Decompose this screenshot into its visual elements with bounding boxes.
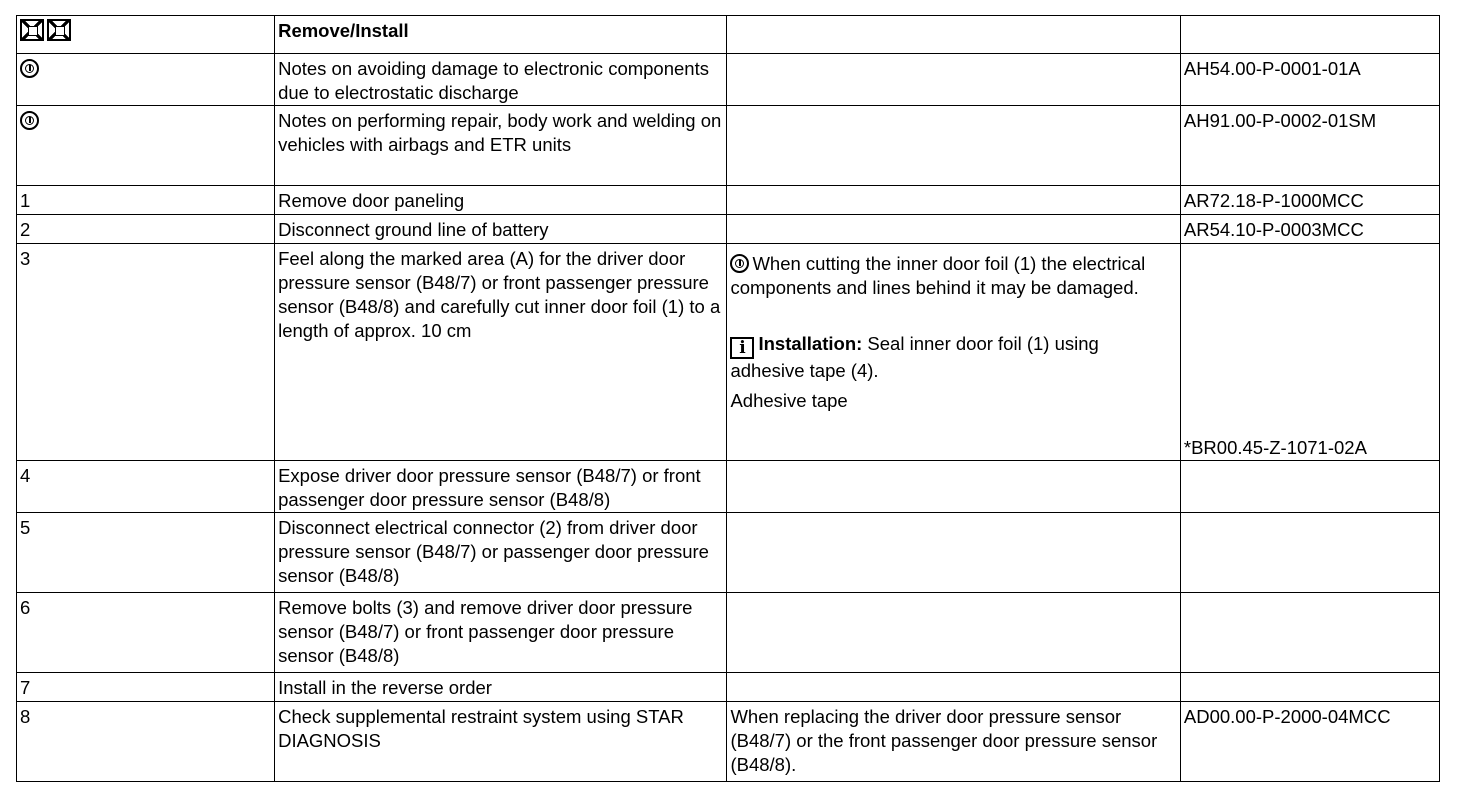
step-row — [17, 593, 1440, 673]
material-name: Adhesive tape — [730, 390, 848, 411]
empty-cell — [727, 186, 1180, 215]
note-text: Notes on performing repair, body work and welding on vehicles with airbags and ETR units — [275, 106, 727, 186]
step-row — [17, 702, 1440, 782]
note-icon-cell — [17, 54, 275, 106]
header-icons-cell — [17, 16, 275, 54]
step-number: 8 — [17, 702, 275, 782]
empty-cell — [1180, 513, 1439, 593]
procedure-table — [16, 15, 1440, 782]
step-number: 6 — [17, 593, 275, 673]
note-icon-cell — [17, 106, 275, 186]
installation-label: Installation: — [758, 333, 863, 354]
step-text: Install in the reverse order — [275, 673, 727, 702]
warning-icon — [730, 254, 749, 273]
material-reference: *BR00.45-Z-1071-02A — [1183, 437, 1367, 458]
note-reference: AH54.00-P-0001-01A — [1180, 54, 1439, 106]
step-number: 7 — [17, 673, 275, 702]
note-text: Notes on avoiding damage to electronic components due to electrostatic discharge — [275, 54, 727, 106]
step-number: 1 — [17, 186, 275, 215]
empty-cell — [1180, 16, 1439, 54]
step-row — [17, 513, 1440, 593]
spacer — [730, 324, 1176, 332]
step-number: 5 — [17, 513, 275, 593]
step-row — [17, 215, 1440, 244]
step-reference: AR54.10-P-0003MCC — [1180, 215, 1439, 244]
step-row — [17, 673, 1440, 702]
step-reference: AD00.00-P-2000-04MCC — [1180, 702, 1439, 782]
step-row — [17, 244, 1440, 461]
note-row — [17, 54, 1440, 106]
step-number: 4 — [17, 461, 275, 513]
step-text: Feel along the marked area (A) for the driver door pressure sensor (B48/7) or front passenger pressure sensor (B48/8) and carefully cut inner door foil (1) to a length of approx. 10 cm — [275, 244, 727, 461]
step-text: Expose driver door pressure sensor (B48/7) or front passenger door pressure sensor (B48/8) — [275, 461, 727, 513]
empty-cell — [727, 215, 1180, 244]
warning-note — [730, 252, 1176, 300]
empty-cell — [1180, 673, 1439, 702]
tool-icon — [47, 19, 71, 41]
empty-cell — [727, 513, 1180, 593]
empty-cell — [1180, 461, 1439, 513]
empty-cell — [727, 54, 1180, 106]
warning-icon — [20, 111, 39, 130]
step-text: Disconnect ground line of battery — [275, 215, 727, 244]
empty-cell — [727, 673, 1180, 702]
warning-text: When cutting the inner door foil (1) the electrical components and lines behind it may be damaged. — [730, 253, 1146, 298]
step-text: Remove bolts (3) and remove driver door pressure sensor (B48/7) or front passenger door pressure sensor (B48/8) — [275, 593, 727, 673]
empty-cell — [727, 16, 1180, 54]
empty-cell — [1180, 593, 1439, 673]
step-row — [17, 461, 1440, 513]
header-title: Remove/Install — [275, 16, 727, 54]
step-text: Check supplemental restraint system using STAR DIAGNOSIS — [275, 702, 727, 782]
installation-note — [730, 332, 1176, 383]
step-reference-cell — [1180, 244, 1439, 461]
step-note: When replacing the driver door pressure sensor (B48/7) or the front passenger door pressure sensor (B48/8). — [727, 702, 1180, 782]
step-notes-cell — [727, 244, 1180, 461]
step-number: 3 — [17, 244, 275, 461]
tool-icon — [20, 19, 44, 41]
empty-cell — [727, 106, 1180, 186]
step-number: 2 — [17, 215, 275, 244]
step-text: Remove door paneling — [275, 186, 727, 215]
step-text: Disconnect electrical connector (2) from driver door pressure sensor (B48/7) or passenger door pressure sensor (B48/8) — [275, 513, 727, 593]
empty-cell — [727, 461, 1180, 513]
step-row — [17, 186, 1440, 215]
spacer — [730, 300, 1176, 324]
info-icon: i — [730, 337, 754, 359]
note-reference: AH91.00-P-0002-01SM — [1180, 106, 1439, 186]
note-row — [17, 106, 1440, 186]
installation-text: Seal inner door foil (1) using adhesive tape (4). — [730, 333, 1099, 381]
warning-icon — [20, 59, 39, 78]
step-reference: AR72.18-P-1000MCC — [1180, 186, 1439, 215]
header-row — [17, 16, 1440, 54]
empty-cell — [727, 593, 1180, 673]
